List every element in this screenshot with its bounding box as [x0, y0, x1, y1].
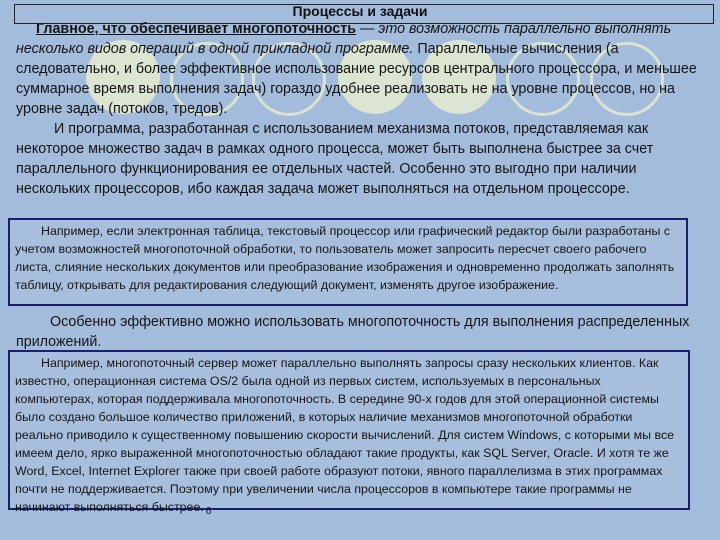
slide-title: Процессы и задачи [292, 3, 428, 19]
intro-italic: — это возможность параллельно выполнять несколько видов операций в одной прикладной программе. [16, 21, 672, 57]
example-server-text: Например, многопоточный сервер может параллельно выполнять запросы сразу нескольких клиентов. Как известно, операционная система OS/2 была одной из первых систем, используемых в персональных компьютерах, которая поддерживала многопоточность. В середине 90-х годов для этой операционной системы было создано большое количество приложений, в которых наличие механизмов многопоточной обработки реально приводило к существенному повышению скорости вычислений. Для систем Windows, с которыми мы все имеем дело, ярко выраженной многопоточностью обладают такие продукты, как SQL Server, Oracle. И хотя те же Word, Excel, Internet Explorer также при своей работе образуют потоки, явного параллелизма в этих программах почти не поддерживается. Поэтому при увеличении числа процессоров в компьютере такие программы не начинают выполняться быстрее. [15, 356, 675, 514]
intro-rest: Параллельные вычисления (а следовательно, и более эффективное использование ресурсов центрального процессора, и меньшее суммарное время выполнения задач) гораздо удобнее реализовать не на уровне процессов, но на уровне задач (потоков, тредов). [16, 41, 697, 117]
intro-lead: Главное, что обеспечивает многопоточность [36, 21, 357, 37]
paragraph-distributed: Особенно эффективно можно использовать многопоточность для выполнения распределенных приложений. [16, 314, 690, 350]
example-box-spreadsheet: Например, если электронная таблица, текстовый процессор или графический редактор были разработаны с учетом возможностей многопоточной обработки, то пользователь может запросить пересчет своего рабочего листа, слияние нескольких документов или преобразование изображения и одновременно продолжать заполнять таблицу, открывать для редактирования следующий документ, изменять другое изображение. [8, 218, 688, 306]
paragraph-intro [16, 19, 706, 119]
paragraph-threads: И программа, разработанная с использованием механизма потоков, представляемая как некоторое множество задач в рамках одного процесса, может быть выполнена быстрее за счет параллельного функционирования ее отдельных частей. Особенно это выгодно при наличии нескольких процессоров, ибо каждая задача может выполняться на отдельном процессоре. [16, 121, 654, 197]
page-number: 6 [205, 506, 212, 518]
example-box-server [8, 350, 690, 518]
